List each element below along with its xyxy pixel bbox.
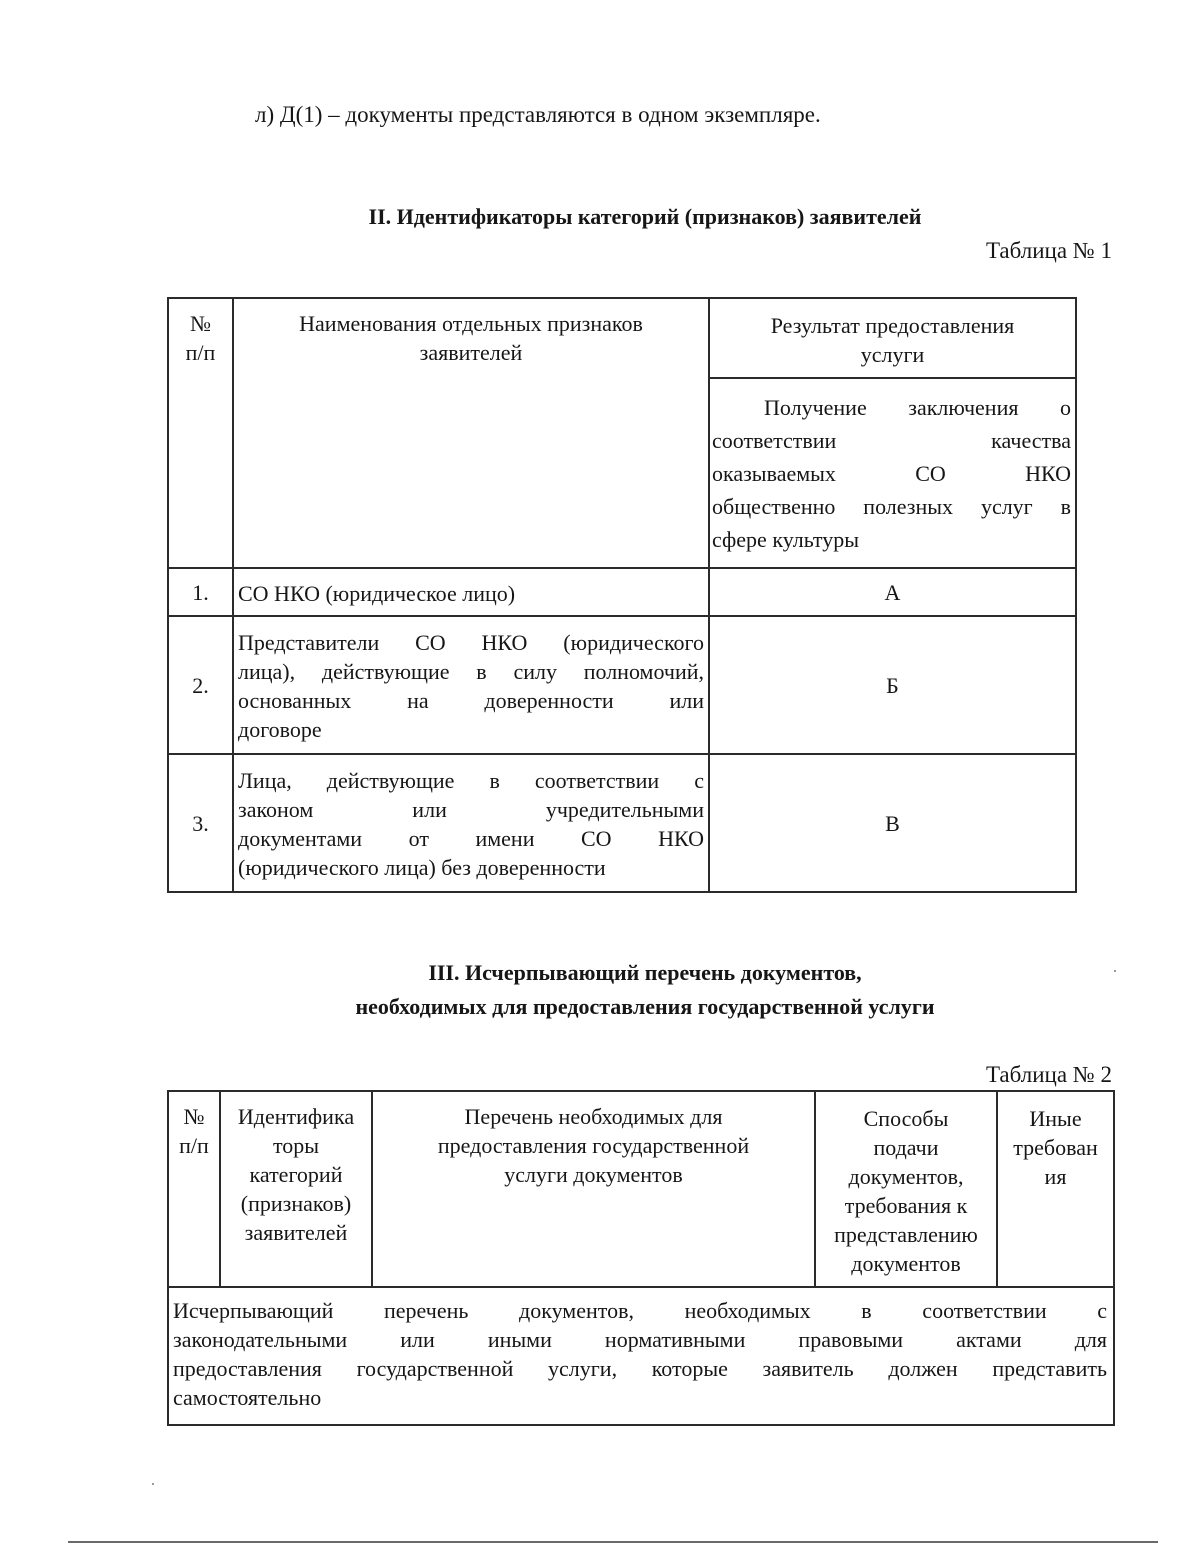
t1-row-code: В xyxy=(709,754,1076,892)
section-2-title: II. Идентификаторы категорий (признаков) заявителей xyxy=(368,204,922,229)
t1-row-code: А xyxy=(709,568,1076,616)
t2-header-other: Иные требован ия xyxy=(997,1091,1114,1287)
t1-header-no: № п/п xyxy=(168,298,233,568)
t1-row-no: 3. xyxy=(168,754,233,892)
t1-row-no: 2. xyxy=(168,616,233,754)
t1-row-name: СО НКО (юридическое лицо) xyxy=(233,568,709,616)
t2-header-no: № п/п xyxy=(168,1091,220,1287)
t1-row xyxy=(168,754,1076,892)
t1-header-result: Результат предоставления услуги xyxy=(709,298,1076,378)
table-2-label: Таблица № 2 xyxy=(985,1062,1112,1087)
t2-header-methods: Способы подачи документов, требования к представлению документов xyxy=(815,1091,997,1287)
t1-row-no: 1. xyxy=(168,568,233,616)
t2-merged-cell: Исчерпывающий перечень документов, необходимых в соответствии с законодательными или иными нормативными правовыми актами для предоставления государственной услуги, которые заявитель должен представить самостоятельно xyxy=(168,1287,1114,1425)
section-3-title-line-1: III. Исчерпывающий перечень документов, xyxy=(428,960,862,985)
t2-header-row xyxy=(168,1091,1114,1287)
table-1 xyxy=(167,297,1077,893)
t2-header-list: Перечень необходимых для предоставления государственной услуги документов xyxy=(372,1091,815,1287)
t1-row-name: Лица, действующие в соответствии с законом или учредительными документами от имени СО НКО (юридического лица) без доверенности xyxy=(233,754,709,892)
t2-header-ids: Идентифика торы категорий (признаков) заявителей xyxy=(220,1091,372,1287)
t1-row xyxy=(168,568,1076,616)
section-3-title-line-2: необходимых для предоставления государственной услуги xyxy=(355,994,935,1019)
intro-line: л) Д(1) – документы представляются в одном экземпляре. xyxy=(255,102,821,127)
t1-row-code: Б xyxy=(709,616,1076,754)
scan-speck xyxy=(152,1483,154,1485)
t1-row xyxy=(168,616,1076,754)
t2-merged-row xyxy=(168,1287,1114,1425)
section-3-title xyxy=(0,956,1200,1024)
table-2 xyxy=(167,1090,1115,1426)
footer-rule xyxy=(68,1541,1158,1543)
t1-header-name: Наименования отдельных признаков заявителей xyxy=(233,298,709,568)
table-1-label: Таблица № 1 xyxy=(985,238,1112,263)
t1-result-description: Получение заключения о соответствии качества оказываемых СО НКО общественно полезных услуг в сфере культуры xyxy=(709,378,1076,568)
scan-speck xyxy=(1114,970,1116,972)
t1-row-name: Представители СО НКО (юридического лица), действующие в силу полномочий, основанных на доверенности или договоре xyxy=(233,616,709,754)
